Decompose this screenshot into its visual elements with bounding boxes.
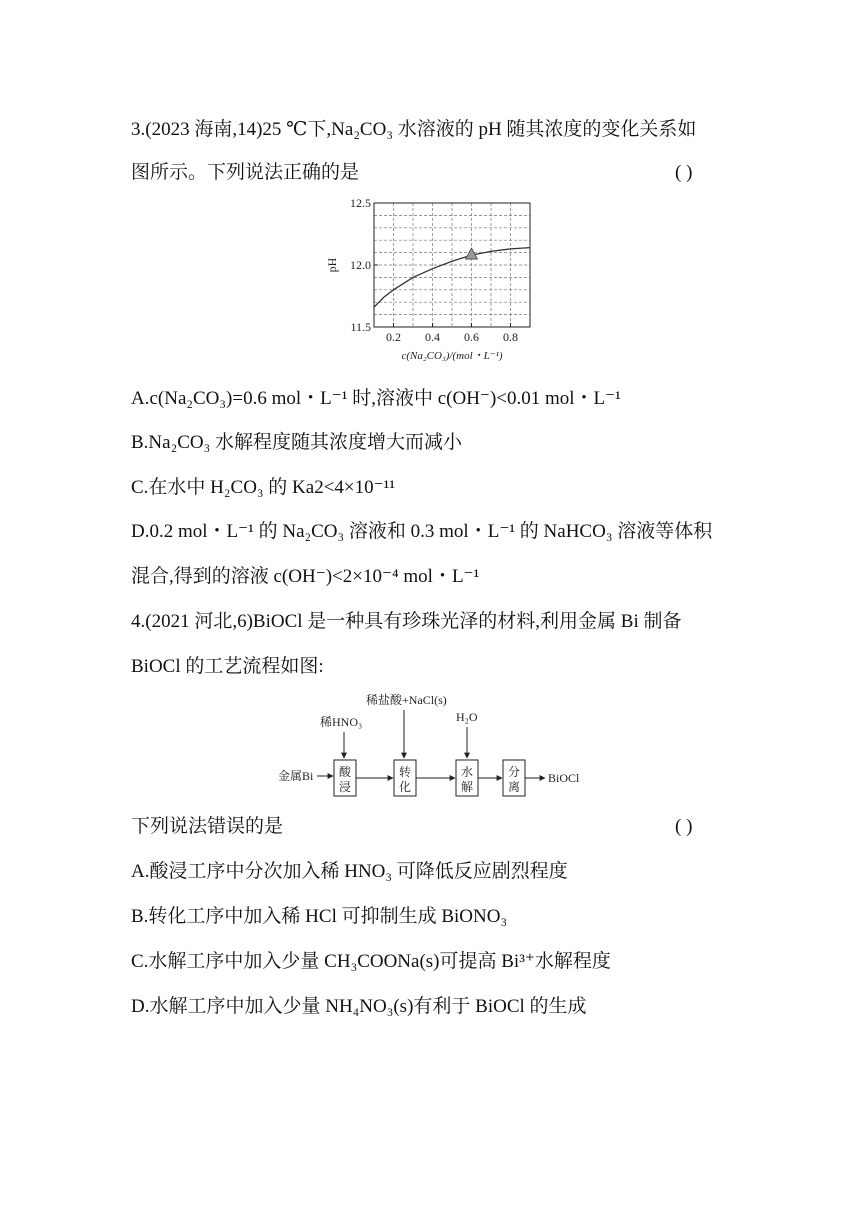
q3-option-d-line1: D.0.2 mol・L⁻¹ 的 Na₂CO₃ 溶液和 0.3 mol・L⁻¹ 的 NaHCO₃ 溶液等体积 [131, 521, 713, 542]
x-tick-label: 0.2 [386, 330, 401, 344]
x-axis-label: c(Na₂CO₃)/(mol・L⁻¹) [401, 350, 503, 362]
q3-option-a: A.c(Na₂CO₃)=0.6 mol・L⁻¹ 时,溶液中 c(OH⁻)<0.01 mol・L⁻¹ [131, 388, 621, 409]
x-tick-label: 0.8 [503, 330, 518, 344]
q4-prompt: 下列说法错误的是 [131, 816, 284, 837]
step-separation-char-1: 分 [507, 765, 521, 779]
ph-chart [322, 193, 542, 368]
y-tick-label: 12.5 [350, 196, 371, 210]
triangle-marker [466, 248, 478, 259]
y-tick-label: 11.5 [350, 320, 371, 334]
q4-option-a: A.酸浸工序中分次加入稀 HNO₃ 可降低反应剧烈程度 [131, 861, 568, 882]
y-axis-label: pH [325, 257, 339, 273]
ph-chart-svg [322, 193, 542, 368]
reagent-dilute-hno3: 稀HNO₃ [320, 715, 363, 729]
x-tick-label: 0.6 [464, 330, 479, 344]
q4-option-b: B.转化工序中加入稀 HCl 可抑制生成 BiONO₃ [131, 906, 508, 927]
q4-answer-paren: ( ) [675, 816, 693, 837]
step-hydrolysis-char-2: 解 [460, 780, 474, 794]
step-acid-leach-char-1: 酸 [338, 765, 352, 779]
q3-answer-paren: ( ) [675, 162, 693, 183]
step-hydrolysis-char-1: 水 [460, 765, 474, 779]
step-separation-char-2: 离 [507, 780, 521, 794]
q4-stem-line1: 4.(2021 河北,6)BiOCl 是一种具有珍珠光泽的材料,利用金属 Bi 制备 [131, 611, 682, 632]
x-tick-label: 0.4 [425, 330, 440, 344]
q3-option-b: B.Na₂CO₃ 水解程度随其浓度增大而减小 [131, 432, 462, 453]
q4-option-c: C.水解工序中加入少量 CH₃COONa(s)可提高 Bi³⁺水解程度 [131, 951, 611, 972]
step-acid-leach-char-2: 浸 [338, 780, 352, 794]
reagent-hcl-nacl: 稀盐酸+NaCl(s) [366, 693, 447, 707]
q3-stem-line2: 图所示。下列说法正确的是 [131, 162, 360, 183]
reagent-water: H₂O [456, 710, 478, 724]
process-flow-diagram [270, 688, 600, 803]
step-conversion-char-1: 转 [398, 765, 412, 779]
q3-stem-line1: 3.(2023 海南,14)25 ℃下,Na₂CO₃ 水溶液的 pH 随其浓度的变化关系如 [131, 119, 697, 140]
q4-option-d: D.水解工序中加入少量 NH₄NO₃(s)有利于 BiOCl 的生成 [131, 996, 587, 1017]
y-tick-label: 12.0 [350, 258, 371, 272]
step-conversion-char-2: 化 [398, 780, 412, 794]
q3-option-d-line2: 混合,得到的溶液 c(OH⁻)<2×10⁻⁴ mol・L⁻¹ [131, 566, 480, 587]
process-flow-svg [270, 688, 600, 803]
q3-option-c: C.在水中 H₂CO₃ 的 Ka2<4×10⁻¹¹ [131, 477, 396, 498]
flow-input-bi: 金属Bi [278, 769, 314, 783]
step-acid-leach-label [339, 765, 352, 794]
flow-output-biocl: BiOCl [548, 771, 580, 785]
q4-stem-line2: BiOCl 的工艺流程如图: [131, 656, 324, 677]
